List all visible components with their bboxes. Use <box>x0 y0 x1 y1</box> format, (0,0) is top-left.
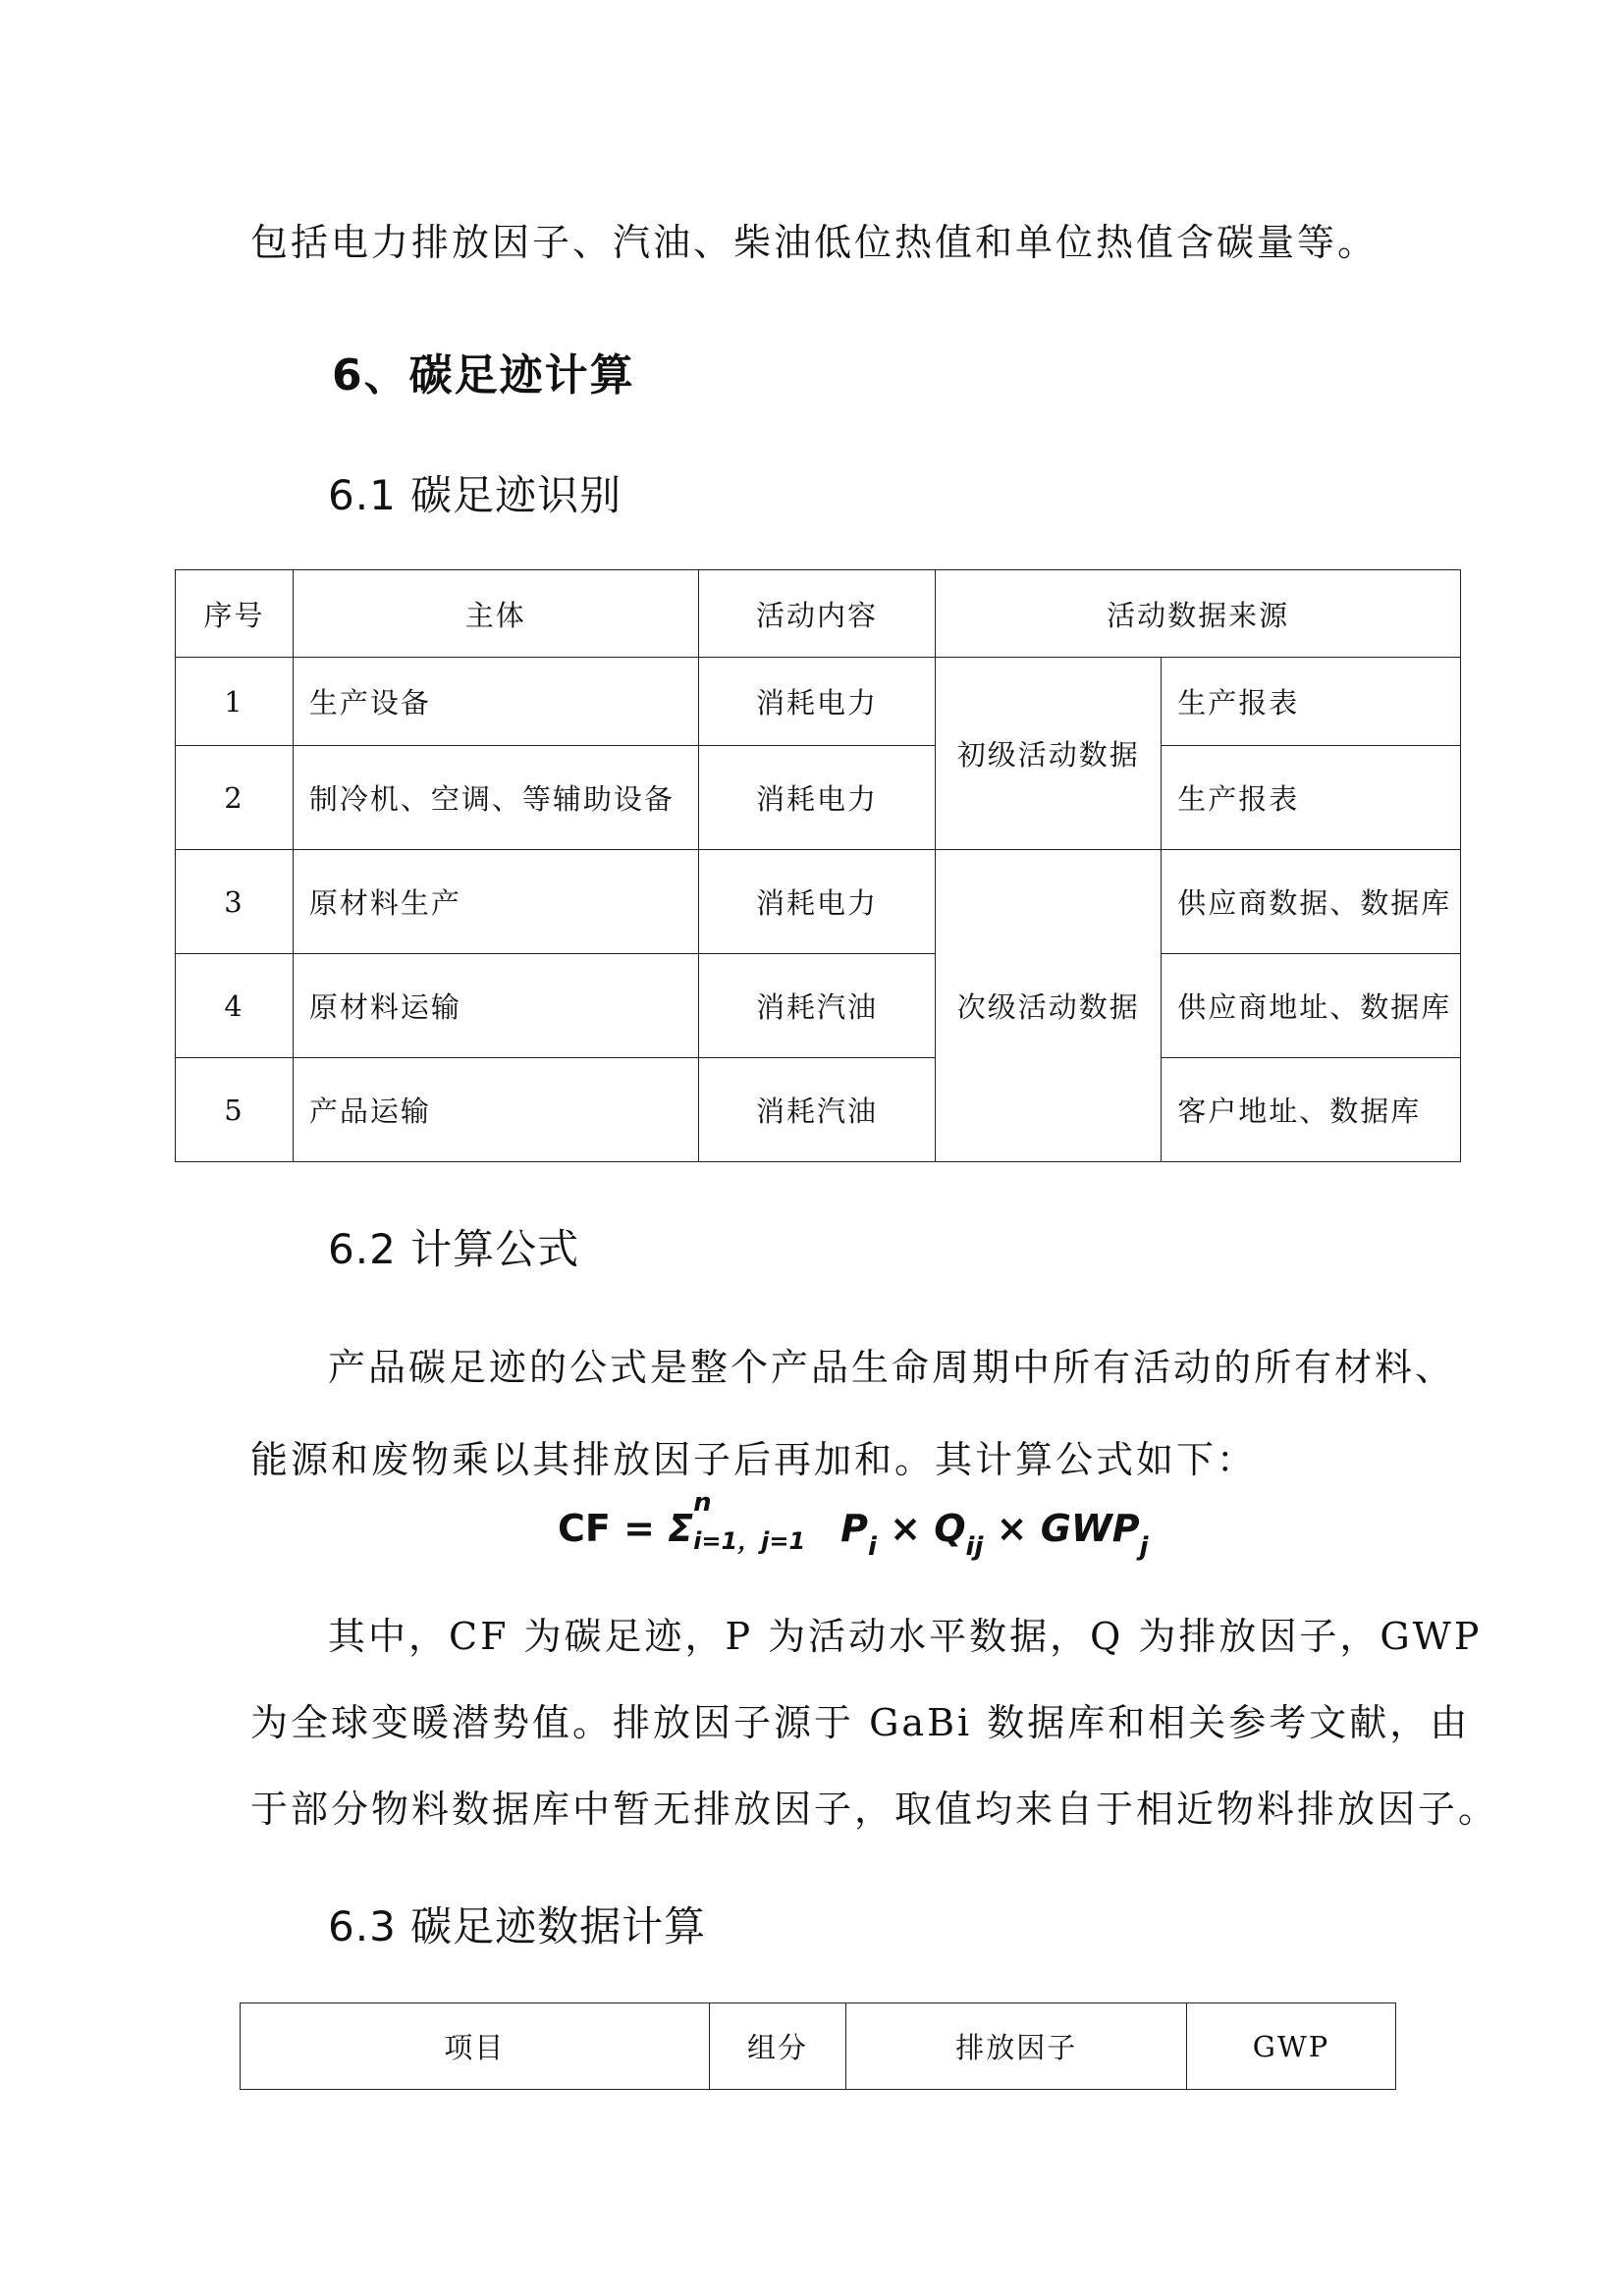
table-row <box>176 658 1461 746</box>
formula-p-sub: i <box>868 1532 877 1562</box>
header-item: 项目 <box>241 2003 710 2090</box>
formula-p: P <box>840 1507 868 1550</box>
formula-lhs: CF <box>558 1507 611 1550</box>
formula-q: Q <box>934 1507 966 1550</box>
table-header-row <box>241 2003 1396 2090</box>
formula-sup: n <box>693 1488 712 1518</box>
formula-note-line-3: 于部分物料数据库中暂无排放因子，取值均来自于相近物料排放因子。 <box>250 1788 1499 1831</box>
formula-times-2: × <box>983 1507 1041 1550</box>
row-source: 生产报表 <box>1162 746 1461 850</box>
row-subject: 产品运输 <box>293 1058 698 1162</box>
formula-times-1: × <box>876 1507 935 1550</box>
row-activity: 消耗电力 <box>698 658 936 746</box>
carbon-footprint-identification-table <box>175 569 1461 1162</box>
row-subject: 原材料生产 <box>293 850 698 954</box>
row-source: 客户地址、数据库 <box>1162 1058 1461 1162</box>
row-subject: 原材料运输 <box>293 954 698 1058</box>
table-row <box>176 1058 1461 1162</box>
header-gwp: GWP <box>1187 2003 1396 2090</box>
formula-q-sub: ij <box>965 1532 984 1562</box>
row-no: 2 <box>176 746 294 850</box>
header-emission-factor: 排放因子 <box>846 2003 1187 2090</box>
formula-note-line-2: 为全球变暖潜势值。排放因子源于 GaBi 数据库和相关参考文献，由 <box>250 1701 1471 1744</box>
formula-intro-line-1: 产品碳足迹的公式是整个产品生命周期中所有活动的所有材料、 <box>328 1346 1456 1389</box>
row-no: 4 <box>176 954 294 1058</box>
row-subject: 生产设备 <box>293 658 698 746</box>
formula-gwp-sub: j <box>1139 1532 1149 1562</box>
table-row <box>176 746 1461 850</box>
row-source: 供应商数据、数据库 <box>1162 850 1461 954</box>
header-no: 序号 <box>176 570 294 658</box>
row-source: 生产报表 <box>1162 658 1461 746</box>
row-no: 5 <box>176 1058 294 1162</box>
formula-sigma: Σ <box>668 1507 694 1550</box>
section-6-1-title: 6.1 碳足迹识别 <box>328 471 623 519</box>
row-no: 3 <box>176 850 294 954</box>
section-6-3-title: 6.3 碳足迹数据计算 <box>328 1902 707 1950</box>
row-activity: 消耗电力 <box>698 746 936 850</box>
group-secondary: 次级活动数据 <box>936 850 1162 1162</box>
formula-gwp: GWP <box>1040 1507 1140 1550</box>
row-activity: 消耗汽油 <box>698 1058 936 1162</box>
row-activity: 消耗电力 <box>698 850 936 954</box>
formula-eq: = <box>610 1507 669 1550</box>
header-source: 活动数据来源 <box>936 570 1461 658</box>
intro-line: 包括电力排放因子、汽油、柴油低位热值和单位热值含碳量等。 <box>250 221 1379 264</box>
formula-sub: i=1，j=1 <box>693 1527 806 1555</box>
row-subject: 制冷机、空调、等辅助设备 <box>293 746 698 850</box>
formula-intro-line-2: 能源和废物乘以其排放因子后再加和。其计算公式如下： <box>250 1438 1258 1481</box>
table-header-row <box>176 570 1461 658</box>
row-source: 供应商地址、数据库 <box>1162 954 1461 1058</box>
header-component: 组分 <box>709 2003 846 2090</box>
row-no: 1 <box>176 658 294 746</box>
group-primary: 初级活动数据 <box>936 658 1162 850</box>
carbon-footprint-data-table <box>240 2002 1396 2090</box>
section-6-2-title: 6.2 计算公式 <box>328 1225 580 1273</box>
section-6-title: 6、碳足迹计算 <box>332 350 635 400</box>
header-subject: 主体 <box>293 570 698 658</box>
carbon-footprint-formula <box>558 1488 1149 1562</box>
header-activity: 活动内容 <box>698 570 936 658</box>
formula-note-line-1: 其中，CF 为碳足迹，P 为活动水平数据，Q 为排放因子，GWP <box>328 1615 1483 1658</box>
table-row <box>176 954 1461 1058</box>
row-activity: 消耗汽油 <box>698 954 936 1058</box>
table-row <box>176 850 1461 954</box>
